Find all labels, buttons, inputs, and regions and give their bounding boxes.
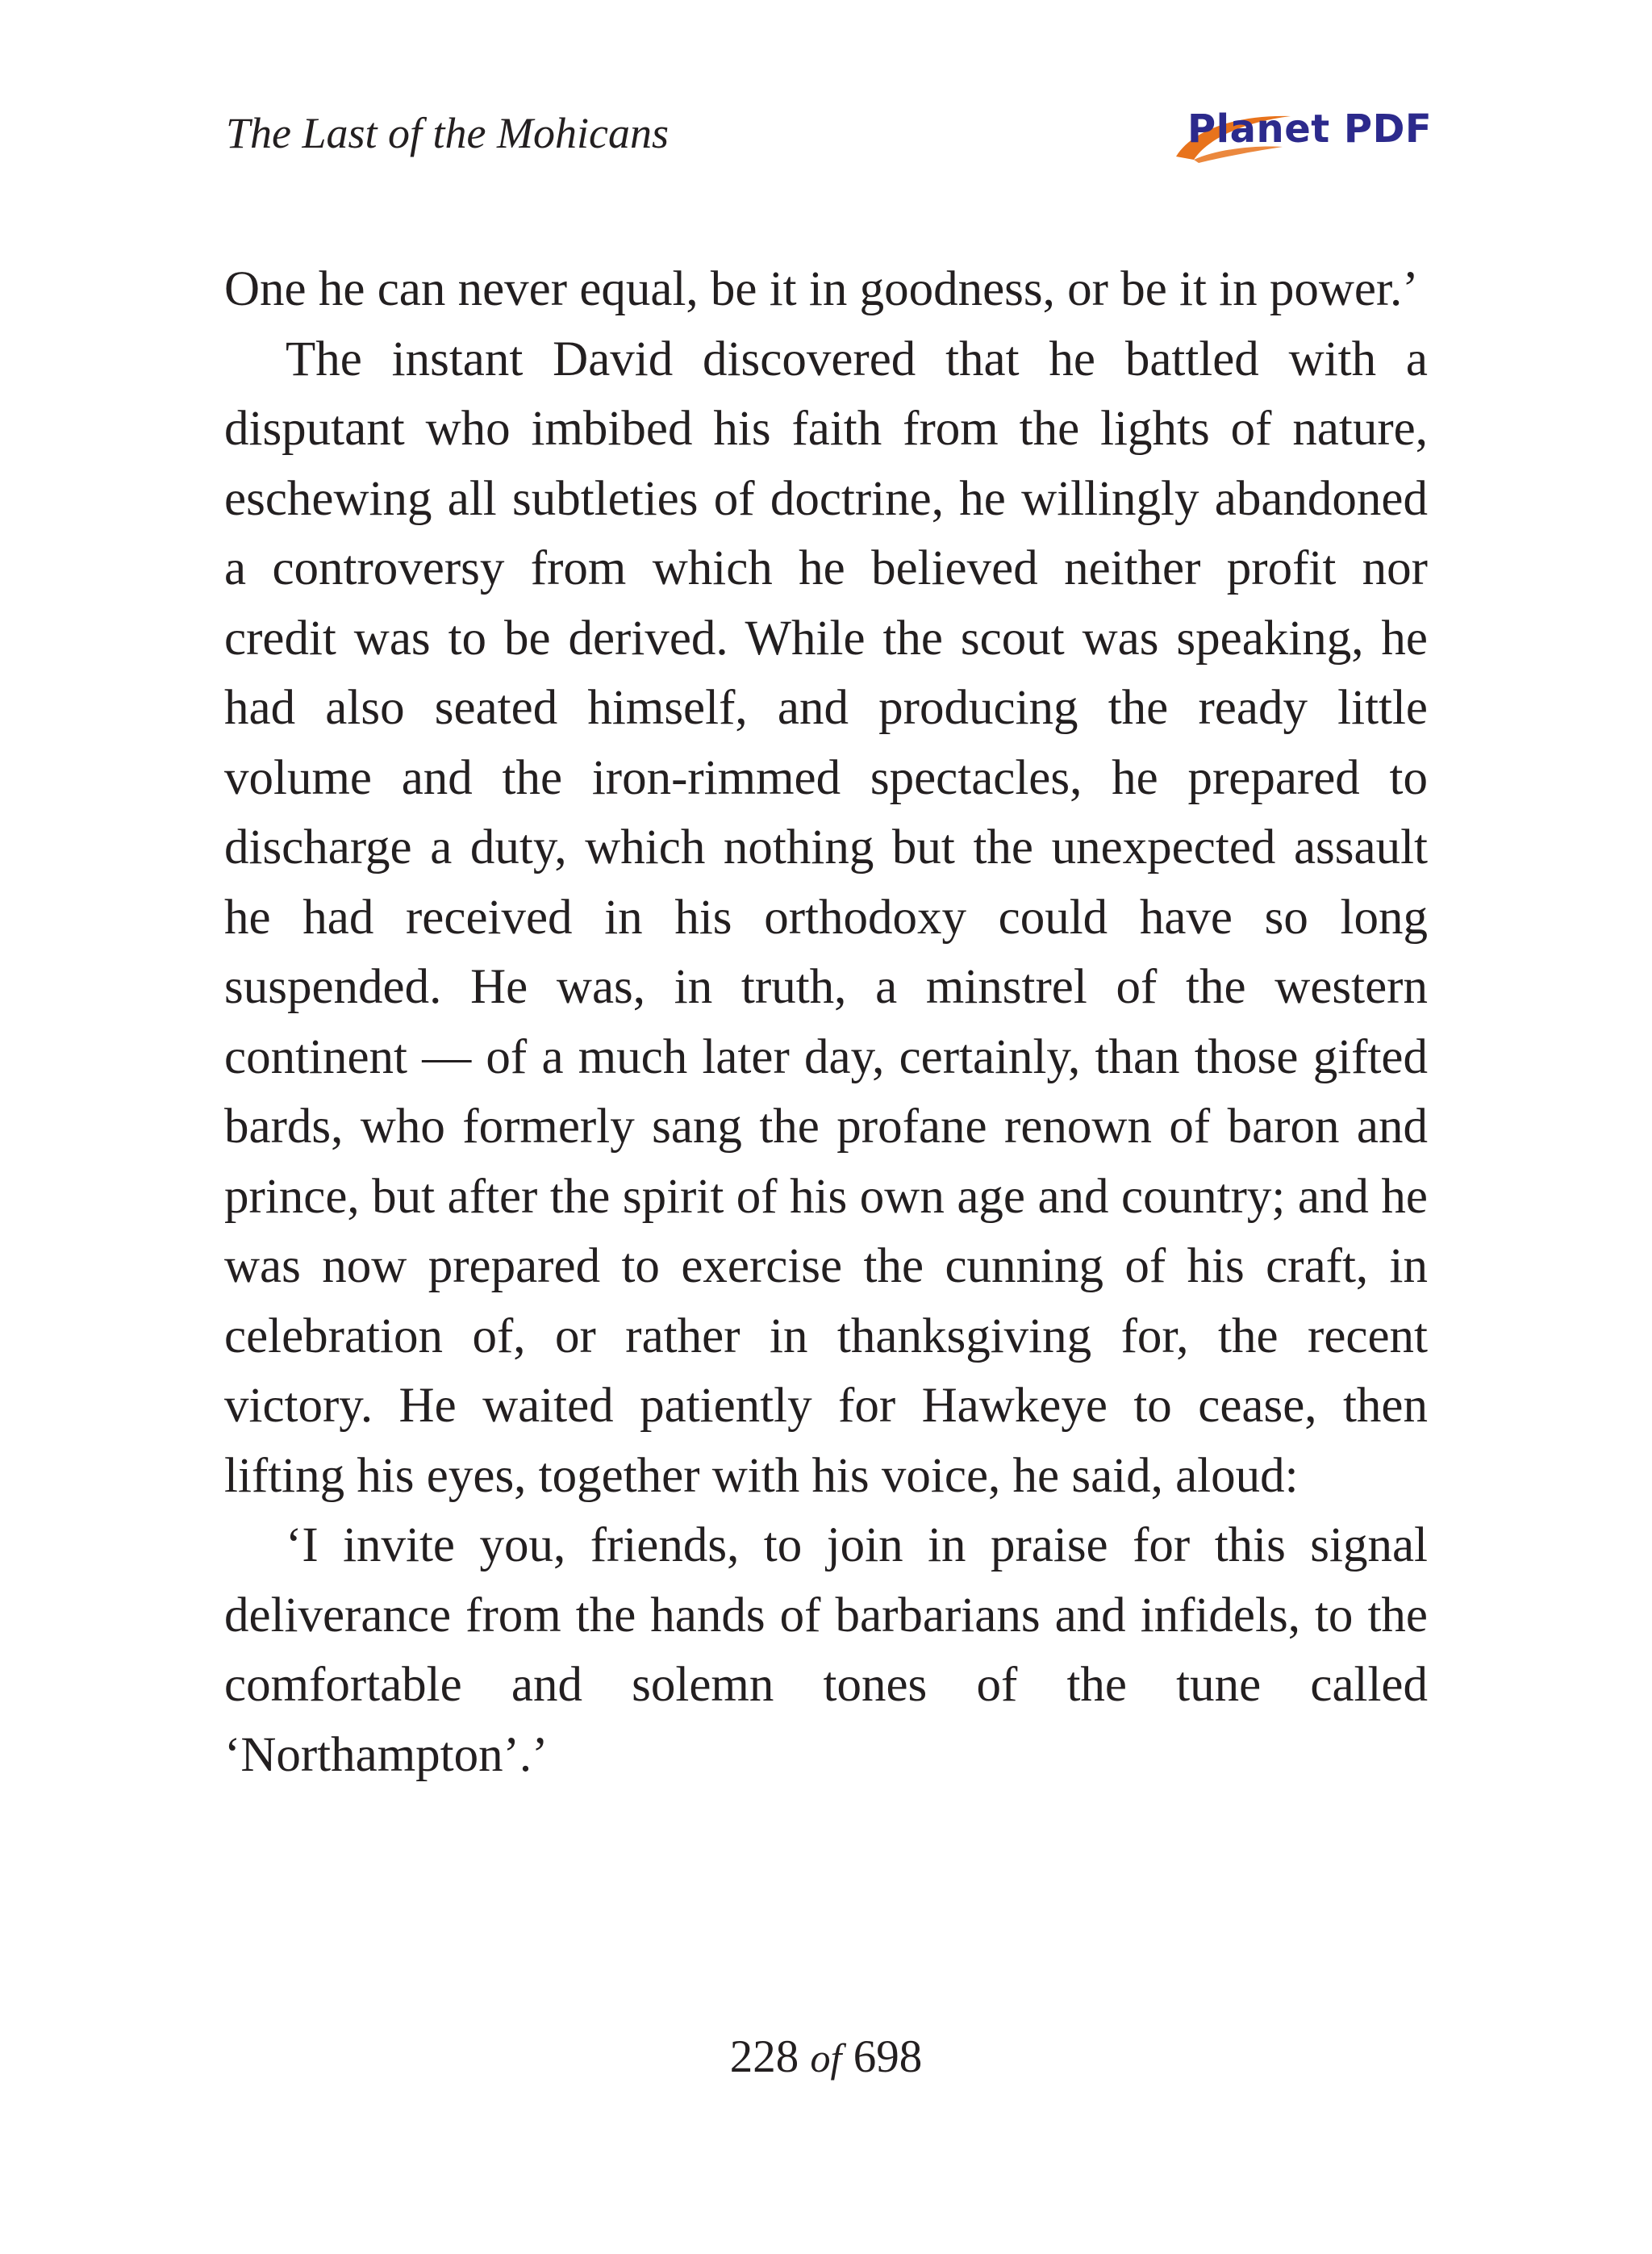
current-page-number: 228 [729,2031,799,2082]
body-text [224,255,1428,1790]
page-number [0,2028,1652,2087]
paragraph-3: ‘I invite you, friends, to join in praise for this signal deliverance from the hands of barbarians and infidels, to the comfortable and solemn tones of the tune called ‘Northampton’.’ [224,1518,1428,1782]
logo-text: Planet PDF [1187,106,1433,152]
running-header-book-title: The Last of the Mohicans [226,109,669,157]
paragraph-2: The instant David discovered that he battled with a disputant who imbibed his faith from the lights of nature, eschewing all subtleties of doctrine, he willingly abandoned a controversy from which he believed neither profit nor credit was to be derived. While the scout was speaking, he had also seated himself, and producing the ready little volume and the iron-rimmed spectacles, he prepared to discharge a duty, which nothing but the unexpected assault he had received in his orthodoxy could have so long suspended. He was, in truth, a minstrel of the western continent — of a much later day, certainly, than those gifted bards, who formerly sang the profane renown of baron and prince, but after the spirit of his own age and country; and he was now prepared to exercise the cunning of his craft, in celebration of, or rather in thanksgiving for, the recent victory. He waited patiently for Hawkeye to cease, then lifting his eyes, together with his voice, he said, aloud: [224,332,1428,1503]
page-of-label: of [810,2035,842,2081]
total-pages-number: 698 [853,2031,923,2082]
planet-pdf-logo[interactable] [1170,103,1433,168]
paragraph-1: One he can never equal, be it in goodness, or be it in power.’ [224,262,1419,316]
